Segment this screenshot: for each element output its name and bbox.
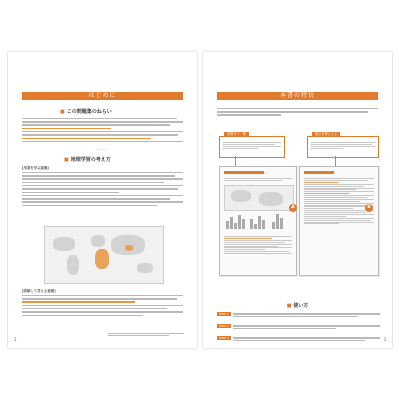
subhead-terms: [用語を学ぶ意義] [22,166,49,170]
square-bullet-icon: ■ [60,109,65,115]
sample-right-page [299,166,379,276]
subhead-diagrams: [図解して考える意義] [22,289,56,293]
section-divider: ・・・ [96,147,109,152]
usage-tag: STEP 1 [219,312,229,316]
section-title-aims: ■ この問題集のねらい [60,109,112,115]
aims-paragraph [22,116,183,144]
intro-banner: はじめに [22,92,183,100]
usage-row-2 [217,324,380,334]
page-number-left: 2 [14,337,17,342]
world-map-figure [44,226,164,284]
callout-two-header: 要点を押さえる [312,132,340,137]
usage-title: ■ 使い方 [286,303,309,309]
usage-tag: STEP 2 [219,324,229,328]
book-spread [0,52,400,348]
badge-b: B [365,204,373,212]
features-intro-paragraph [217,106,378,120]
features-diagram [215,132,380,282]
right-page [203,52,392,348]
features-banner: 本書の特長 [217,92,378,100]
usage-row-3 [217,336,380,346]
badge-a: A [289,204,297,212]
section-title-approach: ■ 地理学習の考え方 [64,157,111,163]
usage-tag: STEP 3 [219,336,229,340]
page-number-right: 3 [383,337,386,342]
left-page [8,52,197,348]
square-bullet-icon: ■ [64,157,69,163]
callout-key-points [307,132,379,158]
footnote [108,332,184,338]
usage-row-1 [217,312,380,322]
diagrams-paragraph [22,293,183,331]
square-bullet-icon: ■ [286,303,292,309]
terms-paragraph [22,170,183,224]
callout-one-spread [219,132,285,158]
sample-left-page [219,166,297,276]
callout-one-header: 見開きで一問 [224,132,249,137]
